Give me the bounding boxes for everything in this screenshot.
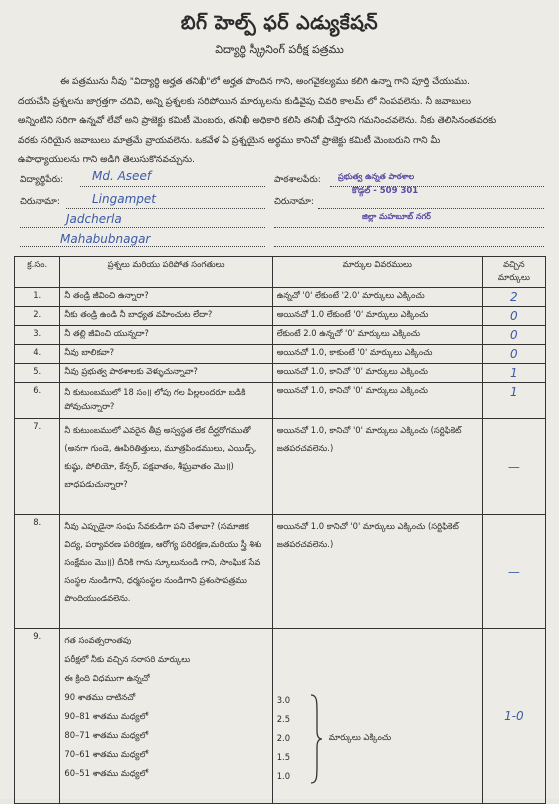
grade-scale-label: 60–51 శాతము మధ్యలో bbox=[64, 768, 149, 778]
grade-intro-line: పరీక్షలో నీకు వచ్చిన సరాసరి మార్కులు bbox=[64, 654, 191, 664]
grade-scale-values bbox=[277, 691, 290, 786]
school-address-label: చిరునామా: bbox=[274, 197, 314, 207]
student-address-value-3[interactable]: Mahabubnagar bbox=[60, 232, 151, 246]
header-questions: ప్రశ్నలు మరియు పరిపోత సంగతులు bbox=[60, 257, 272, 288]
row-marks-rule: అయినచో 1.0 లేకుంటే '0' మార్కులు ఎక్కించు bbox=[272, 307, 482, 326]
table-row bbox=[15, 364, 546, 383]
row-number: 4. bbox=[15, 345, 60, 364]
table-row bbox=[15, 345, 546, 364]
header-serial: క్ర.సం. bbox=[15, 257, 60, 288]
row-number: 7. bbox=[15, 419, 60, 515]
row-number: 5. bbox=[15, 364, 60, 383]
table-row bbox=[15, 629, 546, 804]
row-question: నీ తల్లి జీవించి యున్నదా? bbox=[60, 326, 272, 345]
table-row bbox=[15, 383, 546, 419]
school-address-line-3 bbox=[274, 246, 544, 247]
intro-line: దయచేసి ప్రశ్నలను జాగ్రత్తగా చదివి, అన్ని ప్రశ్నలకు సరిపోయిన మార్కులను కుడివైపు చివరి కాలమ్ లో నింపవలెను. నీ జవాబులు bbox=[18, 95, 472, 107]
row-number: 8. bbox=[15, 515, 60, 629]
row-number: 1. bbox=[15, 288, 60, 307]
student-address-line-1 bbox=[66, 208, 265, 209]
row-marks-rule: ఉన్నచో '0' లేకుంటే '2.0' మార్కులు ఎక్కించు bbox=[272, 288, 482, 307]
curly-brace-icon bbox=[309, 693, 323, 785]
grade-scale-value: 2.5 bbox=[276, 714, 291, 724]
row-number: 3. bbox=[15, 326, 60, 345]
intro-line: ఈ పత్రమును నీవు "విద్యార్థి అర్హత తనిఖీ"లో అర్హత పొందిన గాని, అంగవైకల్యము కలిగి ఉన్నా గాని పూర్తి చేయుము. bbox=[60, 76, 470, 87]
intro-line: వరకు సరియైన జవాబులు మాత్రమే వ్రాయవలెను. ఒకవేళ ఏ ప్రశ్నయైన అర్థము కానిచో ప్రాజెక్టు కమిటీ మెంబరుని గాని మీ bbox=[18, 134, 441, 146]
row-score[interactable]: 1 bbox=[482, 364, 545, 383]
school-address-line-1 bbox=[318, 208, 544, 209]
student-address-line-3 bbox=[20, 246, 265, 247]
table-row bbox=[15, 515, 546, 629]
student-address-value-1[interactable]: Lingampet bbox=[92, 192, 156, 206]
row-marks-rule: అయినచో 1.0, కానిచో '0' మార్కులు ఎక్కించు bbox=[272, 383, 482, 419]
row-score[interactable]: 1 bbox=[482, 383, 545, 419]
row-score[interactable]: — bbox=[482, 515, 545, 629]
table-row bbox=[15, 288, 546, 307]
table-row bbox=[15, 307, 546, 326]
row-score[interactable]: — bbox=[482, 419, 545, 515]
row-marks-rule: లేకుంటే 2.0 ఉన్నచో '0' మార్కులు ఎక్కించు bbox=[272, 326, 482, 345]
row-question: నీవు బాలికవా? bbox=[60, 345, 272, 364]
screening-table bbox=[14, 256, 546, 804]
row-score[interactable]: 0 bbox=[482, 326, 545, 345]
row-question: నీవు ప్రభుత్వ పాఠశాలకు వెళ్ళుచున్నావా? bbox=[60, 364, 272, 383]
row-question: నీ తండ్రి జీవించి ఉన్నారా? bbox=[60, 288, 272, 307]
intro-line: అన్నింటిని సరిగా ఉన్నవో లేవో అని ప్రాజెక్టు కమిటీ మెంబరు, తనిఖీ అధికారి కలిసి తనిఖీ చేస్తారని గమనించవలెను. నీకు తెలిసినంతవరకు bbox=[18, 115, 497, 126]
school-stamp-line-1: ప్రభుత్వ ఉన్నత పాఠశాల bbox=[338, 172, 415, 181]
row-number: 6. bbox=[15, 383, 60, 419]
grade-scale-label: 70–61 శాతము మధ్యలో bbox=[64, 749, 149, 759]
row-number: 2. bbox=[15, 307, 60, 326]
student-address-value-2[interactable]: Jadcherla bbox=[66, 212, 122, 226]
grade-scale-label: 90 శాతము దాటినచో bbox=[64, 692, 136, 702]
page-subtitle: విద్యార్థి స్క్రీనింగ్ పరీక్ష పత్రము bbox=[215, 43, 344, 56]
row-question: నీ కుటుంబములో ఎవరైన తీవ్ర అస్వస్థత లేక దీర్ఘరోగముతో (అనగా గుండె, ఊపిరితిత్తులు, మూత్రపిండములు, ఎయిడ్స్, కుష్ఠు, పోలియో, కేన్సర్, పక్షవాతం, శీఘ్రవాతం మొ॥) బాధపడుచున్నారా? bbox=[60, 419, 272, 515]
student-name-label: విద్యార్థిపేరు: bbox=[20, 175, 64, 185]
grade-marks-rule: మార్కులు ఎక్కించు bbox=[328, 732, 392, 742]
school-name-label: పాఠశాలపేరు: bbox=[274, 175, 321, 185]
row-score[interactable]: 0 bbox=[482, 345, 545, 364]
intro-line: ఉపాధ్యాయులను గాని అడిగి తెలుసుకొనవచ్చును. bbox=[18, 154, 195, 165]
row-score[interactable]: 1-0 bbox=[482, 629, 545, 804]
row-question: నీవు ఎప్పుడైనా సంఘ సేవకుడిగా పని చేశావా? (సమాజిక విద్య, పర్యావరణ పరిరక్షణ, ఆరోగ్య పరిరక్షణ,మరియు స్త్రీ శిశు సంక్షేమం మొ॥) దీనికి గాను స్కూలునుండి గాని, సాంఘిక సేవ సంస్థల నుండిగాని, ధర్మసంస్థల నుండిగాని ప్రశంసాపత్రము పొందియుండవలెను. bbox=[60, 515, 272, 629]
row-marks-rule: అయినచో 1.0, కానిచో '0' మార్కులు ఎక్కించు bbox=[272, 364, 482, 383]
table-row bbox=[15, 419, 546, 515]
grade-scale-value: 3.0 bbox=[276, 695, 291, 705]
student-info-form bbox=[0, 0, 559, 250]
row-question-grades bbox=[60, 629, 272, 804]
table-header-row bbox=[15, 257, 546, 288]
grade-scale-label: 80–71 శాతము మధ్యలో bbox=[64, 730, 149, 740]
school-address-line-2 bbox=[274, 227, 544, 228]
grade-scale-value: 1.0 bbox=[276, 771, 291, 781]
table-row bbox=[15, 326, 546, 345]
row-score[interactable]: 0 bbox=[482, 307, 545, 326]
student-name-line bbox=[80, 186, 265, 187]
grade-intro-line: ఈ క్రింది విధముగా ఉన్నచో bbox=[64, 673, 150, 683]
page-title: బిగ్ హెల్ప్ ఫర్ ఎడ్యుకేషన్ bbox=[180, 12, 379, 34]
student-address-label: చిరునామా: bbox=[20, 197, 60, 207]
grade-intro-line: గత సంవత్సరాంతపు bbox=[64, 635, 132, 645]
school-stamp-line-2: కొడ్గల్ - 509 301 bbox=[352, 186, 419, 196]
row-question: నీ కుటుంబములో 18 సం॥ లోపు గల పిల్లలందరూ బడికి పోవుచున్నారా? bbox=[60, 383, 272, 419]
row-marks-rule: అయినచో 1.0, కానిచో '0' మార్కులు ఎక్కించు (సర్టిఫికెట్ జతపరచవలెను.) bbox=[272, 419, 482, 515]
row-score[interactable]: 2 bbox=[482, 288, 545, 307]
header-marks-obtained: వచ్చిన మార్కులు bbox=[482, 257, 545, 288]
row-marks-scale bbox=[272, 629, 482, 804]
row-marks-rule: అయినచో 1.0 కానిచో '0' మార్కులు ఎక్కించు (సర్టిఫికెట్ జతపరచవలెను.) bbox=[272, 515, 482, 629]
student-name-value[interactable]: Md. Aseef bbox=[92, 169, 152, 183]
row-question: నీకు తండ్రి ఉండి నీ బాధ్యత వహించుట లేదా? bbox=[60, 307, 272, 326]
grade-scale-value: 2.0 bbox=[276, 733, 291, 743]
row-marks-rule: అయినచో 1.0, కాకుంటే '0' మార్కులు ఎక్కించు bbox=[272, 345, 482, 364]
student-address-line-2 bbox=[20, 227, 265, 228]
row-number: 9. bbox=[15, 629, 60, 804]
grade-scale-label: 90–81 శాతము మధ్యలో bbox=[64, 711, 149, 721]
header-marks-details: మార్కుల వివరములు bbox=[272, 257, 482, 288]
school-stamp-line-3: జిల్లా మహబూబ్ నగర్ bbox=[362, 212, 431, 221]
grade-scale-value: 1.5 bbox=[276, 752, 291, 762]
